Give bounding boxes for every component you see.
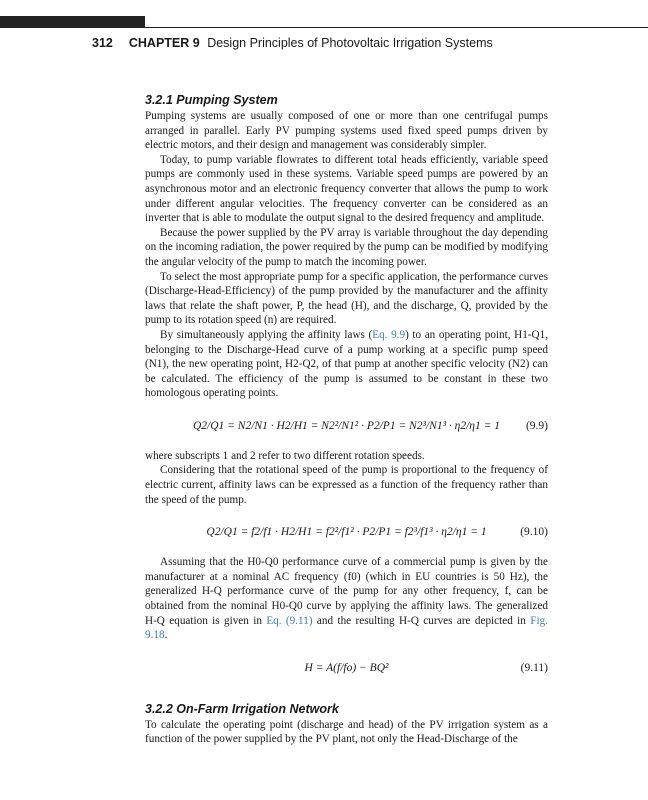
header-rule <box>145 27 648 28</box>
chapter-title: Design Principles of Photovoltaic Irrigation Systems <box>207 36 493 50</box>
paragraph: Today, to pump variable flowrates to different total heads efficiently, variable speed pumps are commonly used in these systems. Variable speed pumps are powered by an asynchronous motor and an electronic frequency converter that allows the pump to work under different angular velocities. The frequency converter can be considered as an inverter that is able to modulate the output signal to the desired frequency and amplitude. <box>145 153 548 225</box>
page-number: 312 <box>92 36 113 50</box>
paragraph: Because the power supplied by the PV array is variable throughout the day depending on the incoming radiation, the power required by the pump can be modified by modifying the angular velocity of the pump to match the incoming power. <box>145 226 548 268</box>
equation-number: (9.10) <box>520 526 548 539</box>
paragraph: Assuming that the H0-Q0 performance curve of a commercial pump is given by the manufacturer at a nominal AC frequency (f0) (which in EU countries is 50 Hz), the generalized H-Q performance curve of the pump for any other frequency, f, can be obtained from the nominal H0-Q0 curve by applying the affinity laws. The generalized H-Q equation is given in Eq. (9.11) and the resulting H-Q curves are depicted in Fig. 9.18. <box>145 556 548 642</box>
equation-9-10 <box>145 513 548 551</box>
equation-formula: Q2/Q1 = f2/f1 · H2/H1 = f2²/f1² · P2/P1 = f2³/f1³ · η2/η1 = 1 <box>206 526 487 539</box>
equation-9-9 <box>145 407 548 445</box>
header-bar <box>0 16 145 28</box>
figure-link[interactable]: Fig. 9.18 <box>145 614 548 642</box>
paragraph: To select the most appropriate pump for a specific application, the performance curves (Discharge-Head-Efficiency) of the pump provided by the manufacturer and the affinity laws that relate the shaft power, P, the head (H), and the discharge, Q, provided by the pump to its rotation speed (n) are required. <box>145 270 548 327</box>
equation-link[interactable]: Eq. (9.11) <box>266 614 313 627</box>
equation-number: (9.11) <box>520 661 548 674</box>
equation-9-11 <box>145 649 548 687</box>
equation-formula: Q2/Q1 = N2/N1 · H2/H1 = N2²/N1² · P2/P1 = N2³/N1³ · η2/η1 = 1 <box>192 419 501 432</box>
section-heading-on-farm-network: 3.2.2 On-Farm Irrigation Network <box>145 701 339 716</box>
running-head <box>92 36 493 50</box>
paragraph: To calculate the operating point (discharge and head) of the PV irrigation system as a function of the power supplied by the PV plant, not only the Head-Discharge of the <box>145 718 548 746</box>
equation-formula: H = A(f/fo) − BQ² <box>304 661 389 674</box>
equation-number: (9.9) <box>525 419 548 432</box>
page-body <box>145 92 548 747</box>
paragraph: Considering that the rotational speed of the pump is proportional to the frequency of electric current, affinity laws can be expressed as a function of the frequency rather than the speed of the pump. <box>145 464 548 506</box>
section-heading-pumping-system: 3.2.1 Pumping System <box>145 93 278 107</box>
chapter-label: CHAPTER 9 <box>128 36 200 50</box>
paragraph: By simultaneously applying the affinity laws (Eq. 9.9) to an operating point, H1-Q1, belonging to the Discharge-Head curve of a pump working at a specific pump speed (N1), the new operating point, H2-Q2, of that pump at another specific velocity (N2) can be calculated. The efficiency of the pump is assumed to be constant in these two homologous operating points. <box>145 328 549 400</box>
equation-link[interactable]: Eq. 9.9 <box>372 328 406 341</box>
paragraph: where subscripts 1 and 2 refer to two different rotation speeds. <box>145 449 425 462</box>
paragraph: Pumping systems are usually composed of one or more than one centrifugal pumps arranged in parallel. Early PV pumping systems used fixed speed pumps driven by electric motors, and their design and management was considerably simpler. <box>145 110 548 152</box>
